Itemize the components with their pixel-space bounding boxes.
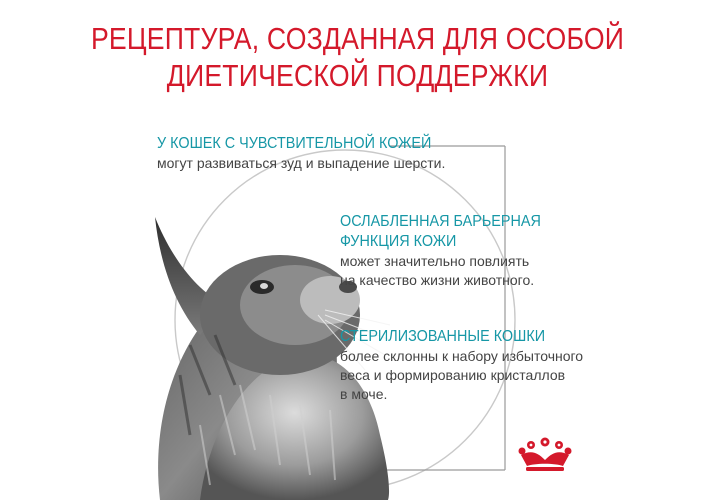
point-skin-barrier — [340, 212, 563, 290]
point-sensitive-skin — [157, 134, 462, 173]
point-3-title: СТЕРИЛИЗОВАННЫЕ КОШКИ — [340, 328, 546, 345]
point-2-body-line-1: может значительно повлиять — [340, 253, 530, 269]
point-1-title: У КОШЕК С ЧУВСТВИТЕЛЬНОЙ КОЖЕЙ — [157, 135, 432, 152]
point-3-body-line-2: веса и формированию кристаллов — [340, 367, 566, 383]
royal-crown-logo-icon — [517, 436, 573, 474]
point-1-body: могут развиваться зуд и выпадение шерсти. — [157, 155, 446, 171]
point-2-title-line-2: ФУНКЦИЯ КОЖИ — [340, 233, 457, 250]
point-2-body-line-2: на качество жизни животного. — [340, 272, 535, 288]
point-2-title-line-1: ОСЛАБЛЕННАЯ БАРЬЕРНАЯ — [340, 213, 541, 230]
headline-line-1: РЕЦЕПТУРА, СОЗДАННАЯ ДЛЯ ОСОБОЙ — [90, 21, 625, 56]
point-3-body-line-1: более склонны к набору избыточного — [340, 348, 584, 364]
point-3-body-line-3: в моче. — [340, 386, 388, 402]
point-sterilized-cats — [340, 327, 583, 404]
headline-line-2: ДИЕТИЧЕСКОЙ ПОДДЕРЖКИ — [166, 58, 549, 93]
